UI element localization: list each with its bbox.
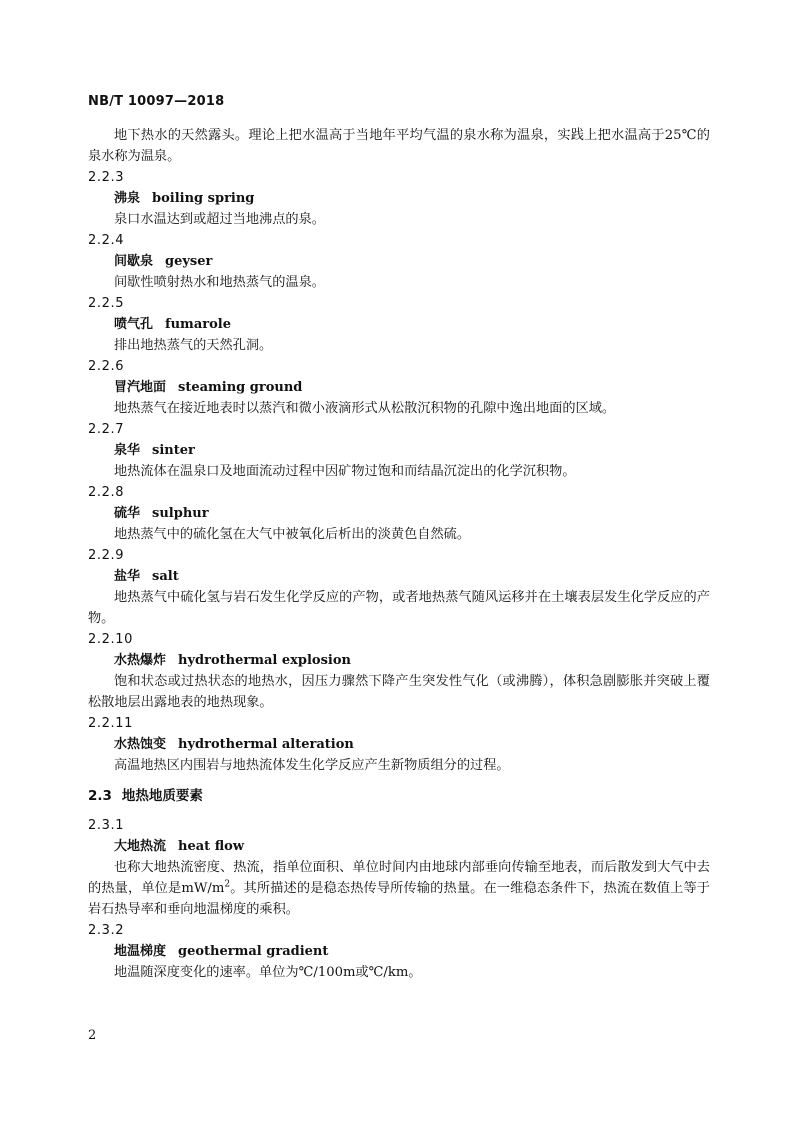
term-title: [88, 503, 710, 524]
section-number: 2.3: [88, 788, 112, 804]
term-en: hydrothermal explosion: [178, 653, 351, 668]
term-en: heat flow: [178, 839, 245, 854]
term-number: 2.2.8: [88, 485, 125, 500]
term-entry: [88, 167, 710, 230]
term-number: 2.2.7: [88, 422, 125, 437]
term-en: fumarole: [165, 317, 231, 332]
term-en: hydrothermal alteration: [178, 737, 354, 752]
intro-paragraph: 地下热水的天然露头。理论上把水温高于当地年平均气温的泉水称为温泉，实践上把水温高于25℃的泉水称为温泉。: [88, 128, 710, 164]
term-definition: 地热蒸气中硫化氢与岩石发生化学反应的产物，或者地热蒸气随风运移并在土壤表层发生化学反应的产物。: [88, 590, 710, 626]
term-title: [88, 440, 710, 461]
term-definition: 高温地热区内围岩与地热流体发生化学反应产生新物质组分的过程。: [114, 758, 510, 773]
term-definition: 地温随深度变化的速率。单位为℃/100m或℃/km。: [114, 965, 422, 980]
term-zh: 水热爆炸: [114, 653, 167, 668]
term-en: sinter: [152, 443, 195, 458]
term-definition: [88, 857, 710, 920]
term-title: [88, 377, 710, 398]
superscript-2: 2: [224, 879, 231, 890]
term-title: [88, 836, 710, 857]
term-entry: [88, 293, 710, 356]
term-title: [88, 188, 710, 209]
term-entry: [88, 230, 710, 293]
section-title: 地热地质要素: [121, 788, 203, 804]
term-definition: 排出地热蒸气的天然孔洞。: [114, 338, 273, 353]
term-definition: 地热蒸气在接近地表时以蒸汽和微小液滴形式从松散沉积物的孔隙中逸出地面的区域。: [114, 401, 616, 416]
term-definition: 地热蒸气中的硫化氢在大气中被氧化后析出的淡黄色自然硫。: [114, 527, 471, 542]
section-heading: [88, 786, 710, 807]
term-definition: 饱和状态或过热状态的地热水，因压力骤然下降产生突发性气化（或沸腾），体积急剧膨胀并突破上覆松散地层出露地表的地热现象。: [88, 674, 710, 710]
term-title: [88, 734, 710, 755]
term-title: [88, 650, 710, 671]
term-en: salt: [152, 569, 179, 584]
term-number: 2.2.6: [88, 359, 125, 374]
page-number: 2: [88, 1028, 97, 1043]
term-zh: 硫华: [114, 506, 141, 521]
term-number: 2.2.10: [88, 632, 133, 647]
term-definition: 间歇性喷射热水和地热蒸气的温泉。: [114, 275, 325, 290]
term-entry: [88, 713, 710, 776]
term-entry: [88, 482, 710, 545]
term-en: geyser: [165, 254, 213, 269]
term-zh: 沸泉: [114, 191, 141, 206]
term-zh: 泉华: [114, 443, 141, 458]
term-title: [88, 251, 710, 272]
term-zh: 水热蚀变: [114, 737, 167, 752]
term-number: 2.2.5: [88, 296, 125, 311]
term-entry: [88, 629, 710, 713]
term-number: 2.2.11: [88, 716, 133, 731]
term-definition: 地热流体在温泉口及地面流动过程中因矿物过饱和而结晶沉淀出的化学沉积物。: [114, 464, 576, 479]
term-entry: [88, 920, 710, 983]
term-entry: [88, 545, 710, 629]
term-zh: 冒汽地面: [114, 380, 167, 395]
term-number: 2.2.3: [88, 170, 125, 185]
term-zh: 大地热流: [114, 839, 167, 854]
definition-part-2: 。其所描述的是稳态热传导所传输的热量。在一维稳态条件下，热流在数值上等于岩石热导率和垂向地温梯度的乘积。: [88, 881, 710, 917]
term-number: 2.2.4: [88, 233, 125, 248]
term-title: [88, 941, 710, 962]
term-title: [88, 314, 710, 335]
term-en: geothermal gradient: [178, 944, 329, 959]
term-en: boiling spring: [152, 191, 255, 206]
page-content: [88, 125, 710, 983]
term-zh: 喷气孔: [114, 317, 154, 332]
term-number: 2.2.9: [88, 548, 125, 563]
term-title: [88, 566, 710, 587]
term-zh: 地温梯度: [114, 944, 167, 959]
term-definition: 泉口水温达到或超过当地沸点的泉。: [114, 212, 325, 227]
standard-code: NB/T 10097—2018: [88, 94, 225, 109]
term-number: 2.3.2: [88, 923, 125, 938]
term-en: sulphur: [152, 506, 209, 521]
term-entry: [88, 815, 710, 920]
term-zh: 间歇泉: [114, 254, 154, 269]
term-zh: 盐华: [114, 569, 141, 584]
term-entry: [88, 419, 710, 482]
definition-part-1: 也称大地热流密度、热流，指单位面积、单位时间内由地球内部垂向传输至地表，而后散发到大气中去的热量，单位是mW/m: [88, 860, 710, 896]
term-number: 2.3.1: [88, 818, 125, 833]
term-entry: [88, 356, 710, 419]
term-en: steaming ground: [178, 380, 303, 395]
